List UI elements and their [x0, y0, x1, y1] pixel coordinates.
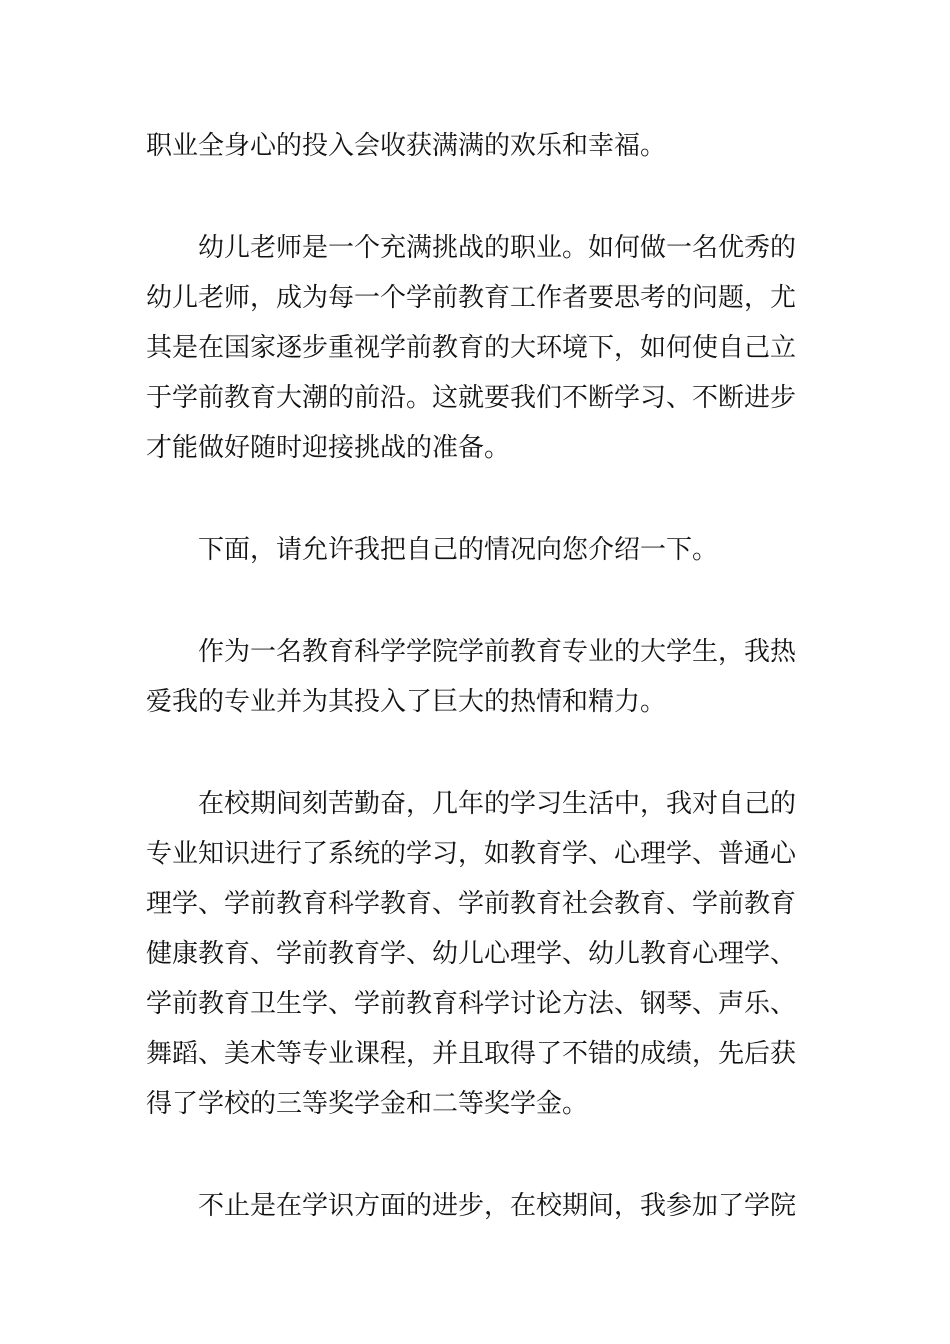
text-line: 在校期间刻苦勤奋，几年的学习生活中，我对自己的 — [198, 789, 797, 819]
text-line: 得了学校的三等奖学金和二等奖学金。 — [146, 1089, 589, 1119]
paragraph-2 — [146, 223, 808, 473]
paragraph-1 — [146, 121, 808, 171]
text-line: 健康教育、学前教育学、幼儿心理学、幼儿教育心理学、 — [146, 939, 797, 969]
text-line: 舞蹈、美术等专业课程，并且取得了不错的成绩，先后获 — [146, 1039, 797, 1069]
text-line: 作为一名教育科学学院学前教育专业的大学生，我热 — [198, 637, 797, 667]
text-line: 于学前教育大潮的前沿。这就要我们不断学习、不断进步 — [146, 383, 797, 413]
text-line: 爱我的专业并为其投入了巨大的热情和精力。 — [146, 687, 667, 717]
text-line: 理学、学前教育科学教育、学前教育社会教育、学前教育 — [146, 889, 797, 919]
paragraph-5 — [146, 779, 808, 1129]
text-line: 才能做好随时迎接挑战的准备。 — [146, 433, 511, 463]
text-line: 不止是在学识方面的进步，在校期间，我参加了学院 — [198, 1191, 797, 1221]
text-line: 下面，请允许我把自己的情况向您介绍一下。 — [198, 535, 719, 565]
document-body — [146, 121, 808, 1283]
text-line: 专业知识进行了系统的学习，如教育学、心理学、普通心 — [146, 839, 797, 869]
text-line: 职业全身心的投入会收获满满的欢乐和幸福。 — [146, 131, 667, 161]
text-line: 学前教育卫生学、学前教育科学讨论方法、钢琴、声乐、 — [146, 989, 797, 1019]
text-line: 其是在国家逐步重视学前教育的大环境下，如何使自己立 — [146, 333, 797, 363]
text-line: 幼儿老师是一个充满挑战的职业。如何做一名优秀的 — [198, 233, 797, 263]
paragraph-3 — [146, 525, 808, 575]
text-line: 幼儿老师，成为每一个学前教育工作者要思考的问题，尤 — [146, 283, 797, 313]
paragraph-6 — [146, 1181, 808, 1231]
paragraph-4 — [146, 627, 808, 727]
